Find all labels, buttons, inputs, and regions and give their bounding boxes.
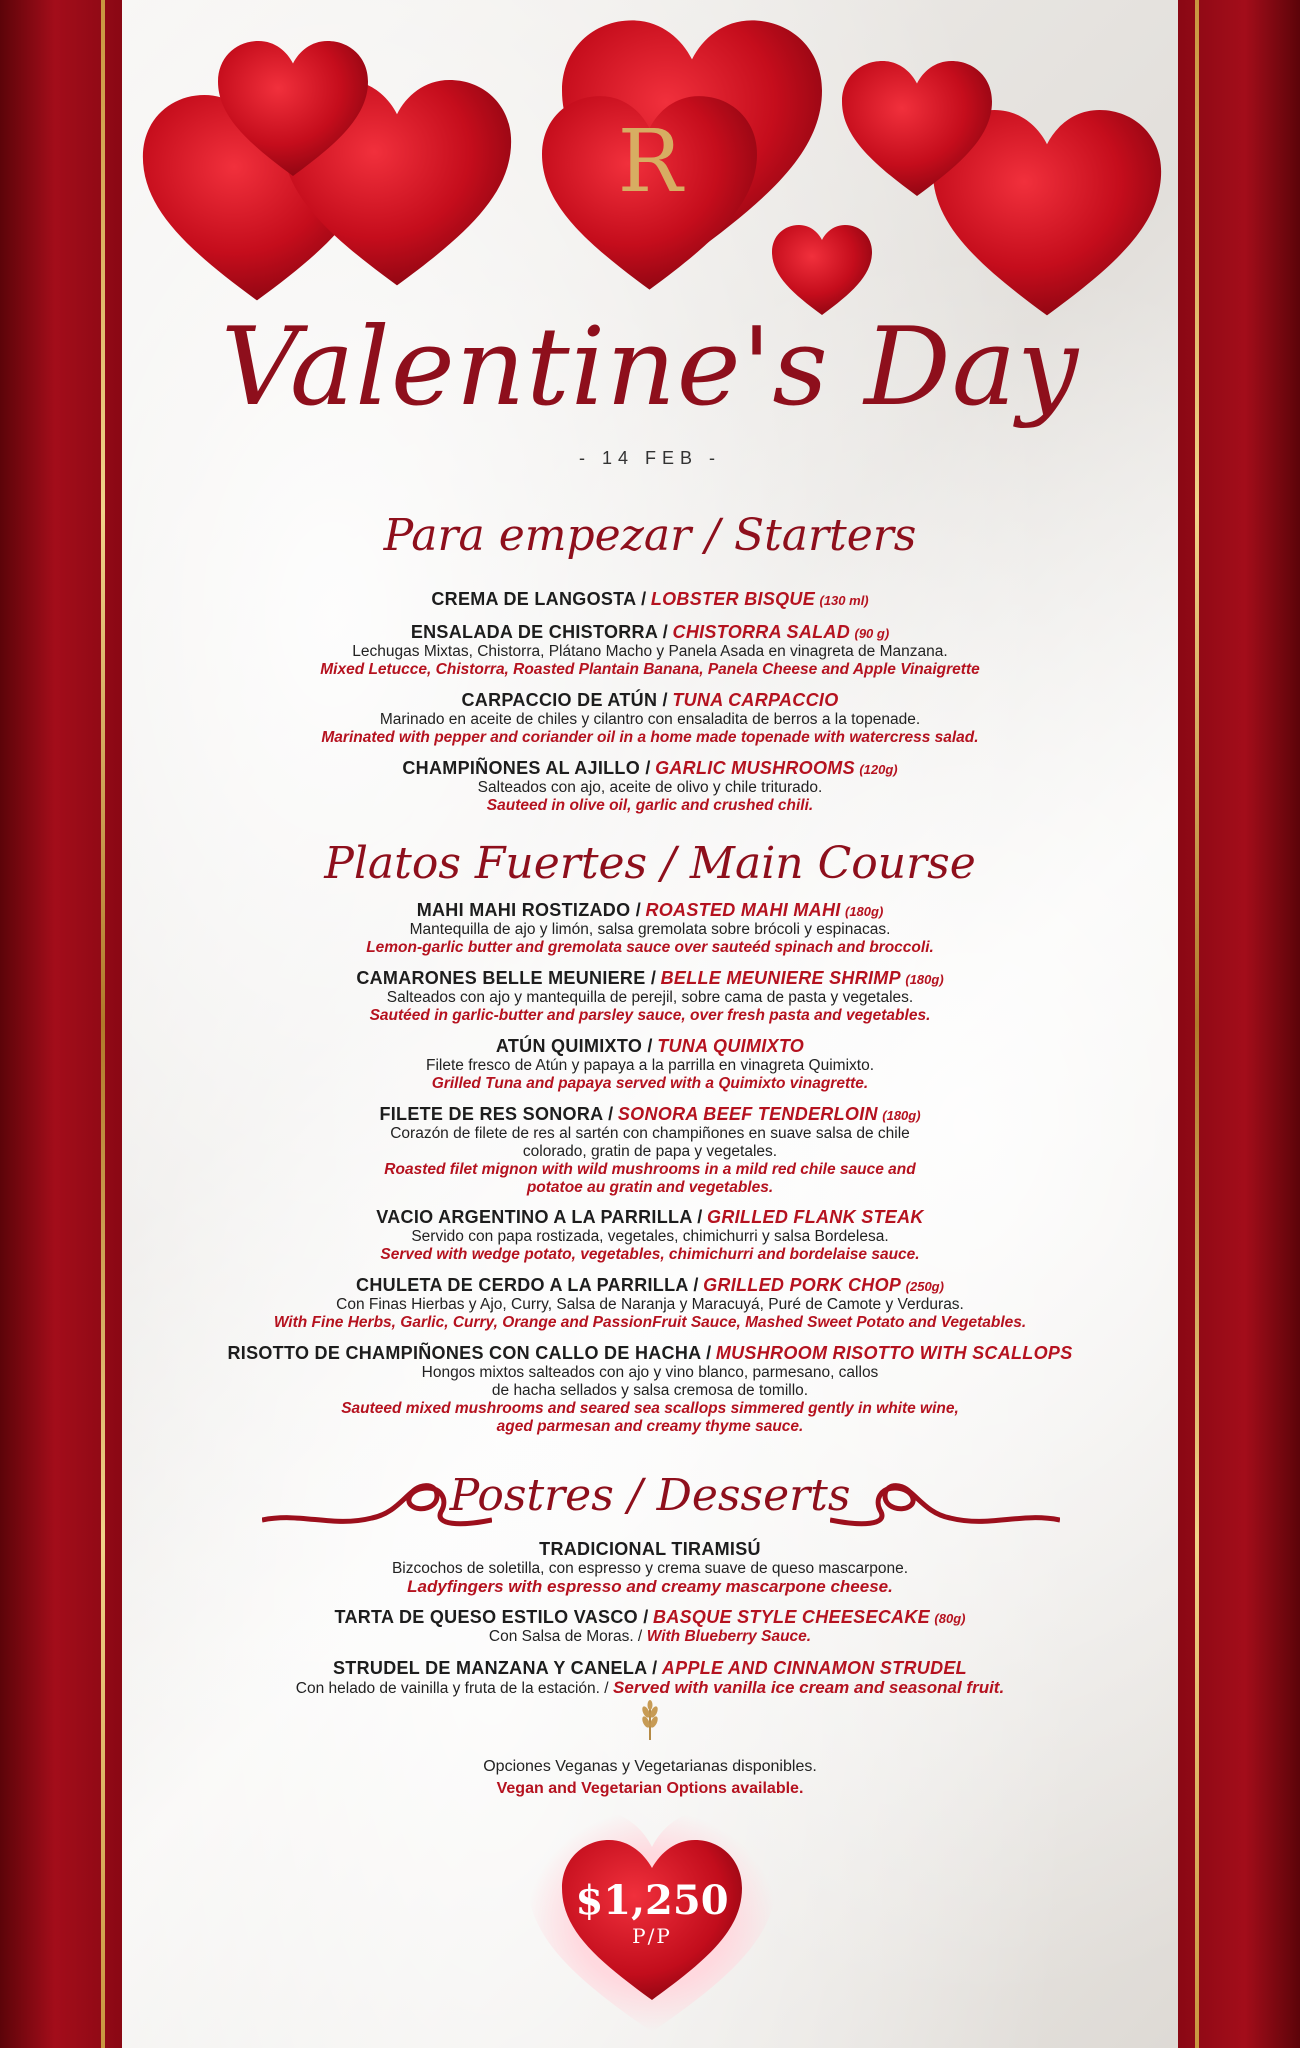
veg-note-es: Opciones Veganas y Vegetarianas disponibles. [483,1758,817,1775]
item-desc-en: Marinated with pepper and coriander oil in a home made topenade with watercress salad. [321,729,979,746]
menu-item [227,1343,1073,1436]
item-desc-en: With Blueberry Sauce. [646,1628,812,1645]
veg-note-en: Vegan and Vegetarian Options available. [496,1780,804,1797]
item-name-en: APPLE AND CINNAMON STRUDEL [661,1658,967,1678]
item-weight: (130 ml) [819,593,869,608]
item-name-en: GRILLED FLANK STEAK [707,1207,924,1227]
item-desc-es: Corazón de filete de res al sartén con champiñones en suave salsa de chile colorado, gratin de papa y vegetales. [390,1125,910,1160]
menu-item [122,969,1178,1025]
price-label [527,1878,777,1948]
item-desc-es: Salteados con ajo y mantequilla de perejil, sobre cama de pasta y vegetales. [386,989,914,1006]
left-gold-line [101,0,105,2048]
item-desc-en: Served with vanilla ice cream and seasonal fruit. [613,1678,1005,1697]
item-name-en: LOBSTER BISQUE [650,589,816,609]
item-desc-es: Servido con papa rostizada, vegetales, chimichurri y salsa Bordelesa. [411,1228,889,1245]
item-name-en: CHISTORRA SALAD [672,622,851,642]
item-name-es: MAHI MAHI ROSTIZADO / [416,900,641,920]
menu-item [122,901,1178,957]
section-title-desserts: Postres / Desserts [449,1470,851,1521]
item-weight: (180g) [845,904,884,919]
item-name-es: CREMA DE LANGOSTA / [431,589,647,609]
item-name-en: BASQUE STYLE CHEESECAKE [653,1607,930,1627]
price-per-person: P/P [632,1924,672,1948]
item-name-es: STRUDEL DE MANZANA Y CANELA / [333,1658,658,1678]
item-name-es: TRADICIONAL TIRAMISÚ [539,1539,761,1559]
price-amount: $1,250 [575,1877,729,1924]
page-title: Valentine's Day [220,305,1080,430]
item-weight: (180g) [882,1108,921,1123]
item-desc-es: Marinado en aceite de chiles y cilantro con ensaladita de berros a la topenade. [379,711,921,728]
item-name-en: GRILLED PORK CHOP [703,1275,902,1295]
right-gold-line [1195,0,1199,2048]
menu-paper [122,0,1178,2048]
item-name-es: ENSALADA DE CHISTORRA / [410,622,669,642]
logo-letter: R [617,112,683,212]
section-title-starters: Para empezar / Starters [383,510,917,561]
item-desc-es: Lechugas Mixtas, Chistorra, Plátano Macho y Panela Asada en vinagreta de Manzana. [352,643,948,660]
menu-item [122,1276,1178,1332]
item-name-es: RISOTTO DE CHAMPIÑONES CON CALLO DE HACHA / [227,1343,712,1363]
item-desc-es: Mantequilla de ajo y limón, salsa gremolata sobre brócoli y espinacas. [409,921,891,938]
item-desc-en: Mixed Letucce, Chistorra, Roasted Plantain Banana, Panela Cheese and Apple Vinaigrette [320,661,980,678]
item-name-es: FILETE DE RES SONORA / [379,1104,614,1124]
item-desc-en: Ladyfingers with espresso and creamy mascarpone cheese. [407,1577,893,1596]
item-desc-es: Con Finas Hierbas y Ajo, Curry, Salsa de Naranja y Maracuyá, Puré de Camote y Verduras. [336,1296,964,1313]
section-title-main-course: Platos Fuertes / Main Course [324,838,976,889]
item-desc-en: Sauteed mixed mushrooms and seared sea scallops simmered gently in white wine, aged parmesan and creamy thyme sauce. [341,1400,959,1435]
item-weight: (120g) [859,762,898,777]
item-desc-en: Grilled Tuna and papaya served with a Quimixto vinagrette. [431,1075,869,1092]
item-weight: (80g) [934,1611,966,1626]
item-desc-en: Sauteed in olive oil, garlic and crushed chili. [486,797,814,814]
event-date: - 14 FEB - [578,448,722,468]
item-name-en: BELLE MEUNIERE SHRIMP [660,968,901,988]
menu-item [122,759,1178,815]
ribbon-right-decoration [830,1470,1060,1540]
menu-item [122,1037,1178,1093]
item-name-es: CHULETA DE CERDO A LA PARRILLA / [356,1275,699,1295]
item-desc-en: With Fine Herbs, Garlic, Curry, Orange and PassionFruit Sauce, Mashed Sweet Potato and Vegetables. [273,1314,1027,1331]
veg-options-note [122,1756,1178,1800]
menu-item [122,623,1178,679]
menu-item [379,1104,921,1197]
item-name-en: TUNA QUIMIXTO [657,1036,805,1056]
item-name-en: SONORA BEEF TENDERLOIN [617,1104,878,1124]
item-desc-en: Roasted filet mignon with wild mushrooms in a mild red chile sauce and potatoe au gratin and vegetables. [384,1161,916,1196]
item-weight: (90 g) [854,626,890,641]
item-desc-es: Bizcochos de soletilla, con espresso y crema suave de queso mascarpone. [391,1560,909,1577]
item-weight: (180g) [905,972,944,987]
menu-item [122,590,1178,610]
item-desc-es: Con helado de vainilla y fruta de la estación. / [295,1680,609,1697]
item-name-es: CARPACCIO DE ATÚN / [461,690,668,710]
menu-item [122,691,1178,747]
item-weight: (250g) [905,1279,944,1294]
item-name-en: ROASTED MAHI MAHI [645,900,841,920]
item-desc-es: Salteados con ajo, aceite de olivo y chile triturado. [477,779,823,796]
item-name-es: CAMARONES BELLE MEUNIERE / [356,968,657,988]
item-desc-es: Hongos mixtos salteados con ajo y vino blanco, parmesano, callos de hacha sellados y salsa cremosa de tomillo. [421,1364,879,1399]
item-name-en: GARLIC MUSHROOMS [655,758,855,778]
item-desc-en: Served with wedge potato, vegetables, chimichurri and bordelaise sauce. [380,1246,920,1263]
menu-item [122,1659,1178,1698]
item-name-es: TARTA DE QUESO ESTILO VASCO / [334,1607,649,1627]
item-name-es: ATÚN QUIMIXTO / [495,1036,653,1056]
item-desc-es: Filete fresco de Atún y papaya a la parrilla en vinagreta Quimixto. [425,1057,875,1074]
item-desc-en: Sautéed in garlic-butter and parsley sauce, over fresh pasta and vegetables. [369,1007,931,1024]
menu-item [122,1208,1178,1264]
item-name-es: CHAMPIÑONES AL AJILLO / [402,758,651,778]
item-name-en: TUNA CARPACCIO [672,690,839,710]
item-desc-en: Lemon-garlic butter and gremolata sauce over sauteéd spinach and broccoli. [366,939,934,956]
wheat-sprig-icon [636,1700,664,1740]
item-desc-es: Con Salsa de Moras. / [488,1628,643,1645]
item-name-es: VACIO ARGENTINO A LA PARRILLA / [376,1207,703,1227]
item-name-en: MUSHROOM RISOTTO WITH SCALLOPS [715,1343,1073,1363]
menu-item [122,1540,1178,1596]
menu-item [122,1608,1178,1646]
